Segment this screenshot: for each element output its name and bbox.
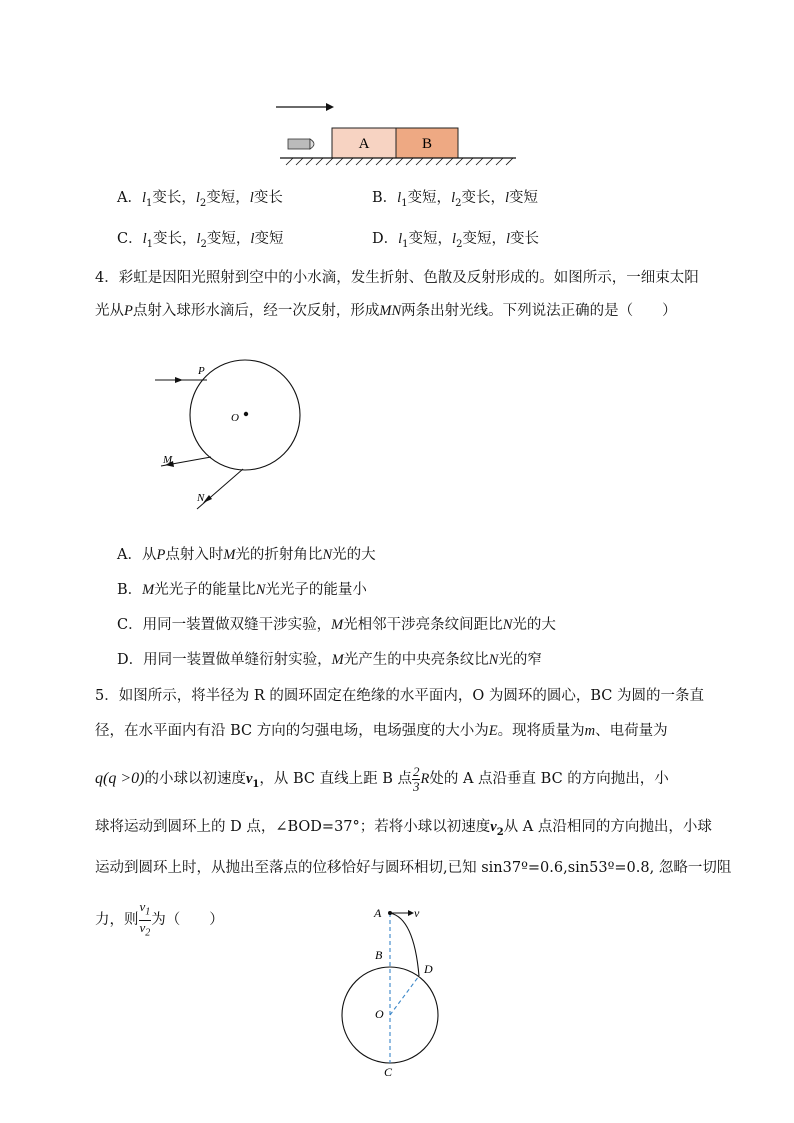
q4-stem-line1: 4．彩虹是因阳光照射到空中的小水滴，发生折射、色散及反射形成的。如图所示，一细束太阳: [95, 270, 699, 286]
v1-over-v2-fraction: $\frac{v_1}{v_2}$: [139, 899, 151, 939]
ray-m-label: M: [163, 454, 173, 466]
center-o-label: O: [375, 1007, 384, 1021]
q5-stem-line3: q(q >0)的小球以初速度$v_1$，从 BC 直线上距 B 点 $\frac{2}{3}$ R处的 A 点沿垂直 BC 的方向抛出，小: [95, 763, 669, 794]
q5-stem-line5: 运动到圆环上时，从抛出至落点的位移恰好与圆环相切,已知 sin37º=0.6,sin53º=0.8, 忽略一切阻: [95, 860, 732, 876]
water-drop-figure: [145, 355, 315, 525]
point-p-label: P: [198, 365, 205, 377]
q4-stem-line2: 光从P点射入球形水滴后，经一次反射，形成MN两条出射光线。下列说法正确的是（ ）: [95, 303, 677, 319]
q4-option-b[interactable]: B．M光光子的能量比N光光子的能量小: [117, 582, 367, 598]
q5-stem-line2: 径，在水平面内有沿 BC 方向的匀强电场，电场强度的大小为E。现将质量为m、电荷量为: [95, 723, 668, 739]
velocity-v-label: v: [414, 906, 420, 920]
q5-stem-line6: 力，则 $\frac{v_1}{v_2}$ 为（ ）: [95, 899, 224, 939]
bullet-block-figure: [270, 95, 530, 170]
q5-stem-line4: 球将运动到圆环上的 D 点，∠BOD=37°；若将小球以初速度$v_2$从 A 点沿相同的方向抛出，小球: [95, 819, 712, 838]
q3-option-a[interactable]: A．$l_1$变长，$l_2$变短，l变长: [117, 190, 283, 209]
q3-option-d[interactable]: D．$l_1$变短，$l_2$变短，l变长: [372, 231, 539, 250]
trajectory-curve: [390, 913, 419, 976]
point-d-label: D: [424, 962, 433, 976]
point-a-label: A: [374, 906, 382, 920]
q3-option-c[interactable]: C．$l_1$变长，$l_2$变短，l变短: [117, 231, 284, 250]
center-o-label: O: [231, 412, 239, 424]
q4-option-a[interactable]: A．从P点射入时M光的折射角比N光的大: [117, 547, 376, 563]
block-a-label: A: [358, 136, 370, 152]
ray-n-label: N: [197, 492, 205, 504]
point-c-label: C: [384, 1065, 393, 1079]
q5-stem-line1: 5．如图所示，将半径为 R 的圆环固定在绝缘的水平面内，O 为圆环的圆心，BC 为圆的一条直: [95, 688, 704, 704]
block-b-label: B: [421, 136, 433, 152]
center-dot: [244, 412, 248, 416]
q3-option-b[interactable]: B．$l_1$变短，$l_2$变长，l变短: [372, 190, 538, 209]
q4-option-d[interactable]: D．用同一装置做单缝衍射实验，M光产生的中央亮条纹比N光的窄: [117, 652, 542, 668]
bullet: [288, 139, 310, 149]
two-thirds-fraction: $\frac{2}{3}$: [412, 763, 420, 794]
radius-od-line: [390, 976, 419, 1015]
ring-figure: [330, 898, 460, 1080]
q4-option-c[interactable]: C．用同一装置做双缝干涉实验，M光相邻干涉亮条纹间距比N光的大: [117, 617, 556, 633]
point-b-label: B: [375, 948, 383, 962]
